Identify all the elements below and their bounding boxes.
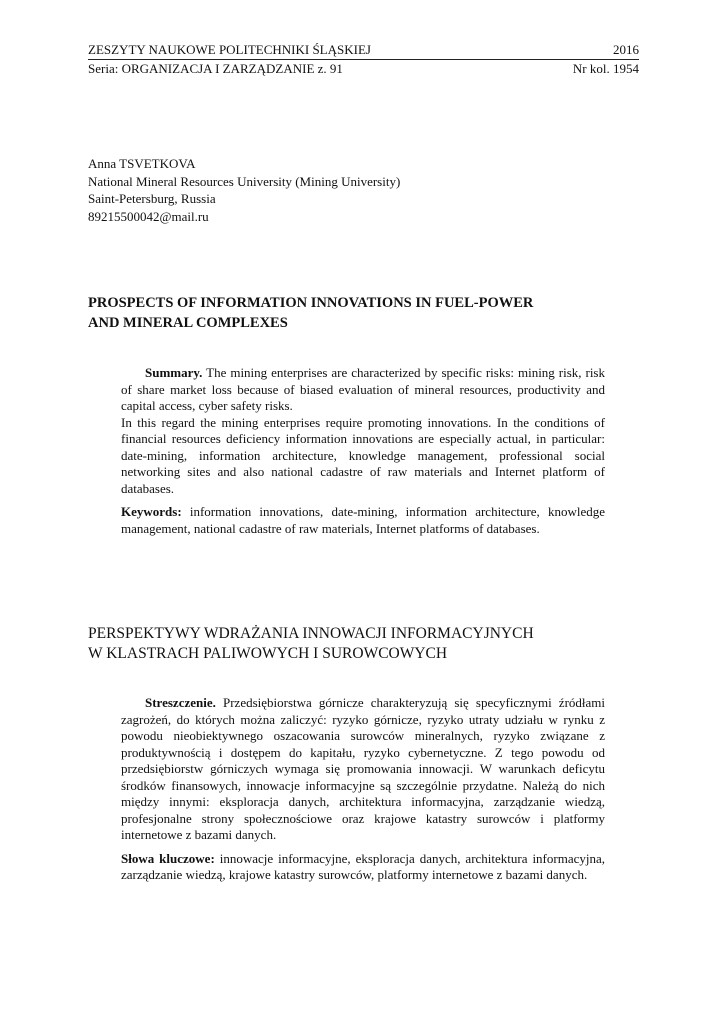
journal-number: Nr kol. 1954 xyxy=(572,61,639,76)
journal-series: Seria: ORGANIZACJA I ZARZĄDZANIE z. 91 xyxy=(88,61,343,76)
running-header-top xyxy=(88,42,639,58)
keywords-label: Keywords: xyxy=(121,504,182,519)
author-name: Anna TSVETKOVA xyxy=(88,156,196,171)
slowa-kluczowe-label: Słowa kluczowe: xyxy=(121,850,215,866)
author-affiliation: National Mineral Resources University (Mining University) xyxy=(88,173,401,189)
streszczenie-text: Przedsiębiorstwa górnicze charakteryzują się specyficznymi źródłami zagrożeń, do których można zaliczyć: ryzyko górnicze, ryzyko utraty udziału w rynku z powodu nieobiektywnego oszacowania surowców mineralnych, ryzyko związane z produktywnością i dostępem do kapitału, ryzyko cybernetyczne. Z tego powodu od przedsiębiorstw górniczych wymaga się promowania innowacji. W warunkach deficytu środków finansowych, innowacje informacyjne są szczególnie przydatne. Należą do nich między innymi: eksploracja danych, architektura informacyjna, zarządzanie wiedzą, profesjonalne strony społecznościowe oraz krajowe katastry surowców i platformy internetowe z bazami danych. xyxy=(121,695,606,842)
streszczenie-paragraph xyxy=(121,695,605,844)
slowa-kluczowe-text: innowacje informacyjne, eksploracja danych, architektura informacyjna, zarządzanie wiedzą, krajowe katastry surowców, platformy internetowe z bazami danych. xyxy=(121,850,605,882)
author-email: 89215500042@mail.ru xyxy=(88,208,209,224)
abstract-pl xyxy=(121,695,605,884)
summary-paragraph xyxy=(121,365,605,415)
running-header-bottom xyxy=(88,61,639,77)
title-pl-line-1: PERSPEKTYWY WDRAŻANIA INNOWACJI INFORMACYJNYCH xyxy=(88,625,534,642)
streszczenie-label: Streszczenie. xyxy=(145,695,216,710)
paper-title-en xyxy=(88,293,639,333)
abstract-en xyxy=(121,365,605,537)
journal-name: ZESZYTY NAUKOWE POLITECHNIKI ŚLĄSKIEJ xyxy=(88,42,371,57)
header-rule xyxy=(88,59,639,60)
title-pl-line-2: W KLASTRACH PALIWOWYCH I SUROWCOWYCH xyxy=(88,645,448,662)
summary-text-1: The mining enterprises are characterized by specific risks: mining risk, risk of share market loss because of biased evaluation of mineral resources, productivity and capital access, cyber safety risks. xyxy=(121,365,605,413)
summary-paragraph-2: In this regard the mining enterprises require promoting innovations. In the conditions of financial resources deficiency information innovations are especially actual, in particular: date-mining, information architecture, knowledge management, professional social networking sites and also national cadastre of raw materials and Internet platform of databases. xyxy=(121,414,605,496)
title-en-line-2: AND MINERAL COMPLEXES xyxy=(88,315,288,331)
keywords-text: information innovations, date-mining, information architecture, knowledge management, national cadastre of raw materials, Internet platforms of databases. xyxy=(121,504,606,536)
author-block xyxy=(88,155,639,225)
keywords-paragraph xyxy=(121,504,605,537)
paper-title-pl xyxy=(88,624,639,664)
summary-label: Summary. xyxy=(145,365,203,380)
author-city: Saint-Petersburg, Russia xyxy=(88,191,216,206)
journal-year: 2016 xyxy=(613,42,639,57)
slowa-kluczowe-paragraph xyxy=(121,851,605,884)
title-en-line-1: PROSPECTS OF INFORMATION INNOVATIONS IN FUEL-POWER xyxy=(88,295,534,311)
